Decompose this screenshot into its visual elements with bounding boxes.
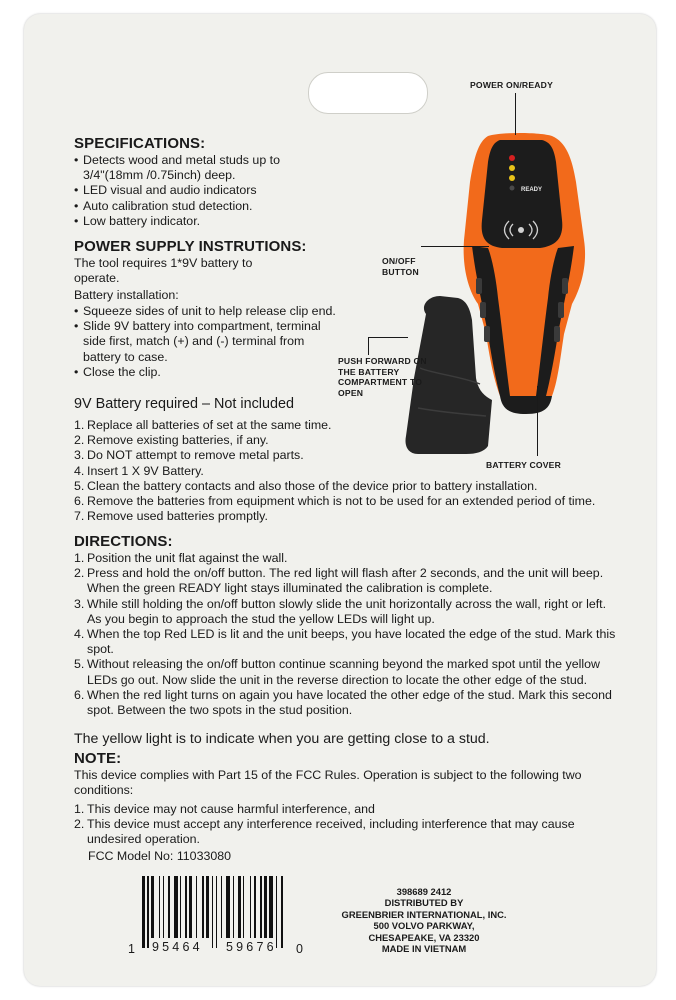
- on-off-button-icon: [518, 227, 524, 233]
- power-supply-heading: POWER SUPPLY INSTRUTIONS:: [74, 238, 307, 255]
- device-ready-label: READY: [521, 187, 543, 193]
- battery-item: 4. Insert 1 X 9V Battery.: [74, 463, 204, 478]
- specifications-list: [74, 153, 284, 229]
- barcode-bar: [243, 876, 244, 938]
- spec-item: • LED visual and audio indicators: [74, 183, 284, 198]
- barcode-bar: [168, 876, 169, 938]
- barcode-bar: [264, 876, 267, 938]
- battery-list: [74, 418, 622, 524]
- battery-item: 1. Replace all batteries of set at the same time.: [74, 418, 332, 432]
- barcode-first-digit: 1: [128, 942, 139, 956]
- install-item: • Slide 9V battery into compartment, terminal side first, match (+) and (-) terminal from battery to case.: [74, 319, 336, 365]
- install-item: • Squeeze sides of unit to help release clip end.: [74, 304, 336, 319]
- barcode-bar: [269, 876, 273, 938]
- barcode-bar: [254, 876, 257, 938]
- device-bottom: [500, 396, 552, 414]
- push-forward-callout: PUSH FORWARD ON THE BATTERY COMPARTMENT TO OPEN: [338, 356, 427, 398]
- barcode-bar: [226, 876, 230, 938]
- barcode-bar: [212, 876, 213, 948]
- battery-required-heading: 9V Battery required – Not included: [74, 396, 294, 412]
- distributor-block: [318, 886, 530, 954]
- directions-heading: DIRECTIONS:: [74, 533, 173, 550]
- hang-hole: [308, 72, 428, 114]
- battery-item: 6. Remove the batteries from equipment which is not to be used for an extended period of time.: [74, 494, 596, 509]
- directions-list: [74, 551, 618, 718]
- on-off-leader-line: [421, 246, 489, 247]
- barcode-bar: [221, 876, 222, 938]
- barcode-bar: [206, 876, 209, 938]
- battery-item: 3. Do NOT attempt to remove metal parts.: [74, 448, 304, 463]
- install-item: • Close the clip.: [74, 365, 336, 380]
- red-led-icon: [509, 155, 515, 161]
- grip-ridge: [484, 326, 490, 342]
- push-leader-line: [368, 337, 369, 355]
- fcc-model-number: FCC Model No: 11033080: [88, 849, 232, 863]
- specifications-heading: SPECIFICATIONS:: [74, 135, 206, 152]
- note-item: 2. This device must accept any interference received, including interference that may cause undesired operation.: [74, 817, 575, 847]
- barcode-bar: [151, 876, 154, 938]
- barcode-bar: [185, 876, 186, 938]
- product-code: 398689 2412: [396, 886, 452, 897]
- barcode-bar: [196, 876, 197, 938]
- direction-item: 1. Position the unit flat against the wall.: [74, 551, 288, 565]
- note-text: This device complies with Part 15 of the FCC Rules. Operation is subject to the following two conditions:: [74, 768, 582, 798]
- yellow-led-icon: [509, 175, 515, 181]
- barcode-bar: [202, 876, 203, 938]
- barcode-bar: [260, 876, 261, 938]
- direction-item: 5. Without releasing the on/off button continue scanning beyond the marked spot until the yellow LEDs go out. Now slide the unit in the reverse direction to locate the other edge of the stud.: [74, 657, 600, 687]
- yellow-light-note: The yellow light is to indicate when you are getting close to a stud.: [74, 731, 490, 747]
- distributor-city: CHESAPEAKE, VA 23320: [368, 931, 480, 943]
- ready-led-icon: [510, 186, 515, 191]
- direction-item: 2. Press and hold the on/off button. The red light will flash after 2 seconds, and the unit will beep. When the green READY light stays illuminated the calibration is complete.: [74, 566, 604, 596]
- barcode-bar: [238, 876, 241, 938]
- battery-item: 2. Remove existing batteries, if any.: [74, 433, 269, 448]
- spec-item: • Auto calibration stud detection.: [74, 199, 284, 214]
- yellow-led-icon: [509, 165, 515, 171]
- grip-ridge: [554, 326, 560, 342]
- barcode-bar: [276, 876, 277, 948]
- barcode-bar: [189, 876, 192, 938]
- distributor-street: 500 VOLVO PARKWAY,: [373, 920, 475, 932]
- note-heading: NOTE:: [74, 750, 122, 767]
- barcode-bar: [250, 876, 251, 938]
- barcode-bar: [233, 876, 234, 938]
- upc-barcode: [128, 876, 308, 960]
- barcode-bar: [281, 876, 282, 948]
- spec-item: • Detects wood and metal studs up to 3/4"(18mm /0.75inch) deep.: [74, 153, 284, 183]
- on-off-button-callout: ON/OFF BUTTON: [382, 256, 419, 277]
- battery-item: 5. Clean the battery contacts and also those of the device prior to battery installation.: [74, 478, 538, 493]
- barcode-bar: [147, 876, 148, 948]
- barcode-bar: [159, 876, 160, 938]
- battery-item: 7. Remove used batteries promptly.: [74, 509, 268, 524]
- note-list: [74, 802, 604, 848]
- barcode-bar: [142, 876, 145, 948]
- battery-installation-subheading: Battery installation:: [74, 288, 179, 302]
- barcode-left-digits: 95464: [152, 940, 203, 954]
- barcode-last-digit: 0: [296, 942, 307, 956]
- country-of-origin: MADE IN VIETNAM: [381, 943, 467, 955]
- barcode-bar: [174, 876, 178, 938]
- power-supply-intro: The tool requires 1*9V battery to operate.: [74, 256, 253, 286]
- direction-item: 6. When the red light turns on again you have located the other edge of the stud. Mark this second spot. Between the two spots in the stud position.: [74, 687, 612, 718]
- barcode-bar: [180, 876, 181, 938]
- distributed-by: DISTRIBUTED BY: [384, 897, 464, 909]
- direction-item: 4. When the top Red LED is lit and the unit beeps, you have located the edge of the stud. Mark this spot.: [74, 627, 616, 657]
- barcode-bar: [163, 876, 164, 938]
- spec-item: • Low battery indicator.: [74, 214, 284, 229]
- grip-ridge: [480, 302, 486, 318]
- stud-finder-illustration: [400, 128, 590, 458]
- power-leader-line: [515, 93, 516, 135]
- direction-item: 3. While still holding the on/off button slowly slide the unit horizontally across the wall, right or left. As you begin to approach the stud the yellow LEDs will light up.: [74, 596, 607, 626]
- grip-ridge: [476, 278, 482, 294]
- battery-installation-list: [74, 304, 336, 380]
- push-leader-line: [368, 337, 408, 338]
- power-on-ready-callout: POWER ON/READY: [470, 80, 554, 90]
- distributor-name: GREENBRIER INTERNATIONAL, INC.: [341, 908, 507, 920]
- barcode-bar: [216, 876, 217, 948]
- grip-ridge: [558, 302, 564, 318]
- note-item: 1. This device may not cause harmful interference, and: [74, 802, 375, 816]
- barcode-right-digits: 59676: [226, 940, 277, 954]
- battery-cover-callout: BATTERY COVER: [486, 460, 562, 470]
- grip-ridge: [562, 278, 568, 294]
